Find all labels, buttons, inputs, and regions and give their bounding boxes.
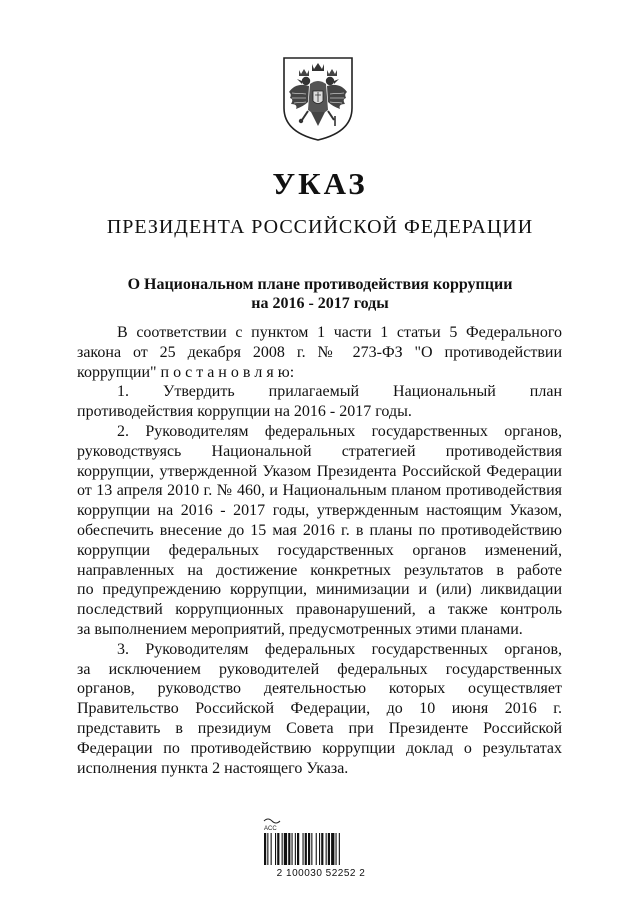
barcode-bar [292,833,293,865]
body-line: обеспечить внесение до 15 мая 2016 г. в планы по противодействию [77,521,562,539]
barcode-bar [305,833,307,865]
body-line: по предупреждению коррупции, минимизации и (или) ликвидации [77,581,562,599]
barcode-bar [264,833,266,865]
barcode-bar [271,833,272,865]
body-line: направленных на достижение конкретных результатов в работе [77,561,562,579]
body-line: закона от 25 декабря 2008 г. № 273-ФЗ "О противодействии [77,343,562,361]
decree-heading-line-1: О Национальном плане противодействия коррупции [127,276,513,293]
decree-title: УКАЗ [272,166,368,201]
body-line: 3. Руководителям федеральных государственных органов, [117,640,562,658]
barcode-bar [282,833,283,865]
body-line: 2. Руководителям федеральных государственных органов, [117,422,562,440]
body-line: руководствуясь Национальной стратегией противодействия [77,442,562,460]
body-line: последствий коррупционных правонарушений, а также контроль [77,601,562,619]
body-line: за исключением руководителей федеральных государственных [77,660,562,678]
body-line: В соответствии с пунктом 1 части 1 статьи 5 Федерального [117,324,562,341]
body-line: 1. Утвердить прилагаемый Национальный план [117,383,562,401]
barcode-bar [319,833,320,865]
barcode-bar [284,833,287,865]
barcode-bar [331,833,334,865]
barcode-bar [297,833,299,865]
issuer-subtitle: ПРЕЗИДЕНТА РОССИЙСКОЙ ФЕДЕРАЦИИ [106,216,534,238]
barcode-icon [256,817,386,867]
body-line: за выполнением мероприятий, предусмотренных этими планами. [77,620,523,638]
body-line: представить в президиум Совета при Президенте Российской [77,719,562,737]
body-line: коррупции на 2016 - 2017 годы, утвержденным настоящим Указом, [77,502,562,520]
barcode-bar [328,833,330,865]
body-line: органов, руководство деятельностью которых осуществляет [77,680,562,698]
body-line: противодействия коррупции на 2016 - 2017 годы. [77,403,412,421]
barcode-bar [288,833,290,865]
decree-body [77,323,562,778]
body-line: коррупции" п о с т а н о в л я ю: [77,363,295,381]
barcode-bar [267,833,268,865]
body-line: Федерации по противодействию коррупции доклад о результатах [77,739,562,757]
barcode-bar [339,833,340,865]
body-line: от 13 апреля 2010 г. № 460, и Национальным планом противодействия [77,482,562,500]
decree-heading [0,275,640,313]
barcode-bar [303,833,304,865]
barcode-number: 2 100030 52252 2 [276,868,366,879]
body-line: коррупции федеральных государственных органов изменений, [77,541,562,559]
barcode-bar [277,833,279,865]
barcode-bar [311,833,312,865]
barcode-bars [264,833,340,865]
decree-heading-line-2: на 2016 - 2017 годы [251,295,389,312]
double-headed-eagle-icon [278,54,358,142]
body-line: исполнения пункта 2 настоящего Указа. [77,759,349,777]
barcode-bar [308,833,310,865]
body-line: коррупции, утвержденной Указом Президента Российской Федерации [77,462,562,480]
barcode-bar [316,833,317,865]
barcode-bar [326,833,327,865]
svg-text:ACC: ACC [264,826,277,832]
barcode-bar [295,833,296,865]
barcode-bar [321,833,323,865]
barcode-bar [275,833,276,865]
barcode-bar [336,833,337,865]
body-line: Правительство Российской Федерации, до 10 июня 2016 г. [77,700,562,718]
